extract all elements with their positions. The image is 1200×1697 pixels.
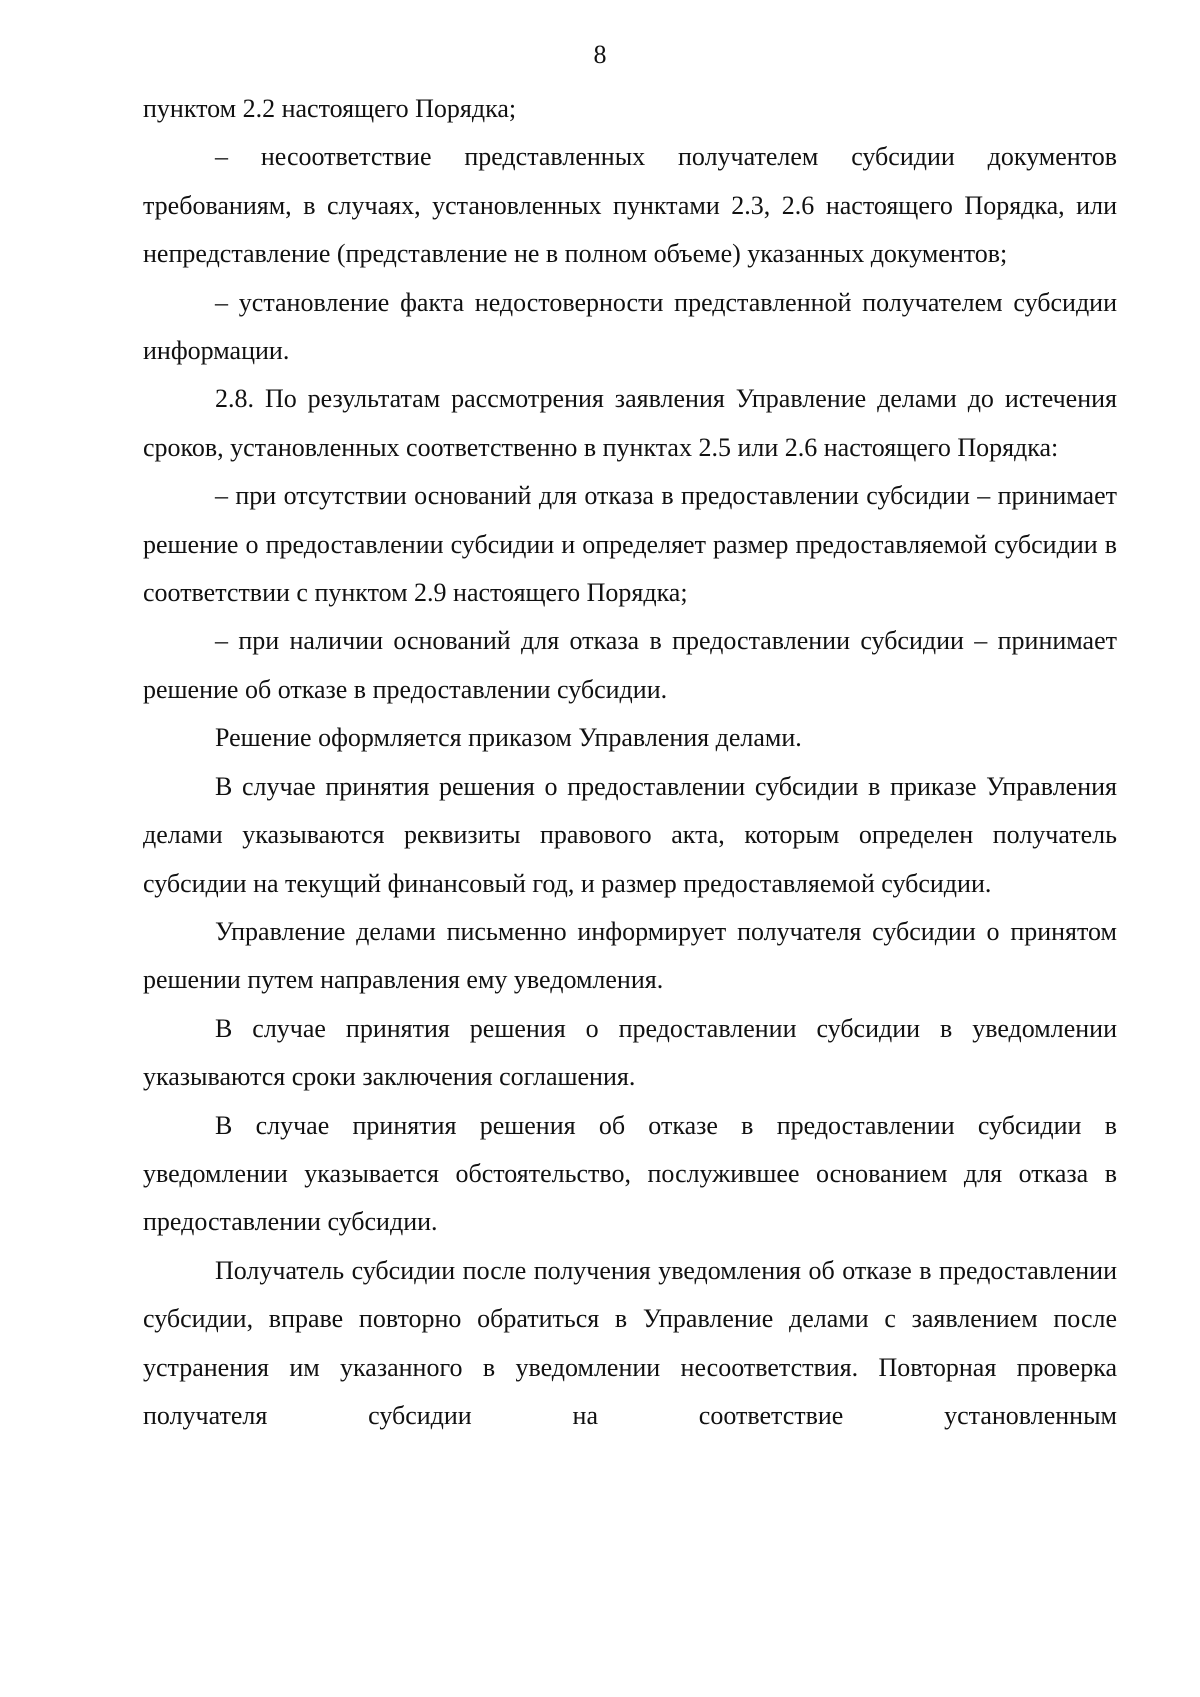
- paragraph-order-details: В случае принятия решения о предоставлении субсидии в приказе Управления делами указываются реквизиты правового акта, которым определен получатель субсидии на текущий финансовый год, и размер предоставляемой субсидии.: [143, 771, 1117, 898]
- paragraph-list-item-refuse: – при наличии оснований для отказа в предоставлении субсидии – принимает решение об отказе в предоставлении субсидии.: [143, 626, 1117, 704]
- paragraph-continuation: пунктом 2.2 настоящего Порядка;: [143, 94, 517, 123]
- paragraph-notification-approval: В случае принятия решения о предоставлении субсидии в уведомлении указываются сроки заключения соглашения.: [143, 1013, 1117, 1092]
- paragraph-list-item-false-information: – установление факта недостоверности представленной получателем субсидии информации.: [143, 287, 1117, 366]
- paragraph-reapplication: Получатель субсидии после получения уведомления об отказе в предоставлении субсидии, вправе повторно обратиться в Управление делами с заявлением после устранения им указанного в уведомлении несоответствия. Повторная проверка получателя субсидии на соответствие установленным: [143, 1255, 1117, 1430]
- paragraph-section-2-8: 2.8. По результатам рассмотрения заявления Управление делами до истечения сроков, установленных соответственно в пунктах 2.5 или 2.6 настоящего Порядка:: [143, 384, 1117, 462]
- paragraph-notification: Управление делами письменно информирует получателя субсидии о принятом решении путем направления ему уведомления.: [143, 916, 1117, 995]
- paragraph-notification-refusal: В случае принятия решения об отказе в предоставлении субсидии в уведомлении указывается обстоятельство, послужившее основанием для отказа в предоставлении субсидии.: [143, 1110, 1117, 1237]
- paragraph-decision-order: Решение оформляется приказом Управления делами.: [215, 723, 802, 753]
- document-body: [143, 85, 1117, 1440]
- page-number: 8: [593, 40, 607, 69]
- paragraph-list-item-approve: – при отсутствии оснований для отказа в предоставлении субсидии – принимает решение о предоставлении субсидии и определяет размер предоставляемой субсидии в соответствии с пунктом 2.9 настоящего Порядка;: [143, 481, 1117, 608]
- paragraph-list-item-documents-mismatch: – несоответствие представленных получателем субсидии документов требованиям, в случаях, установленных пунктами 2.3, 2.6 настоящего Порядка, или непредставление (представление не в полном объеме) указанных документов;: [143, 142, 1117, 269]
